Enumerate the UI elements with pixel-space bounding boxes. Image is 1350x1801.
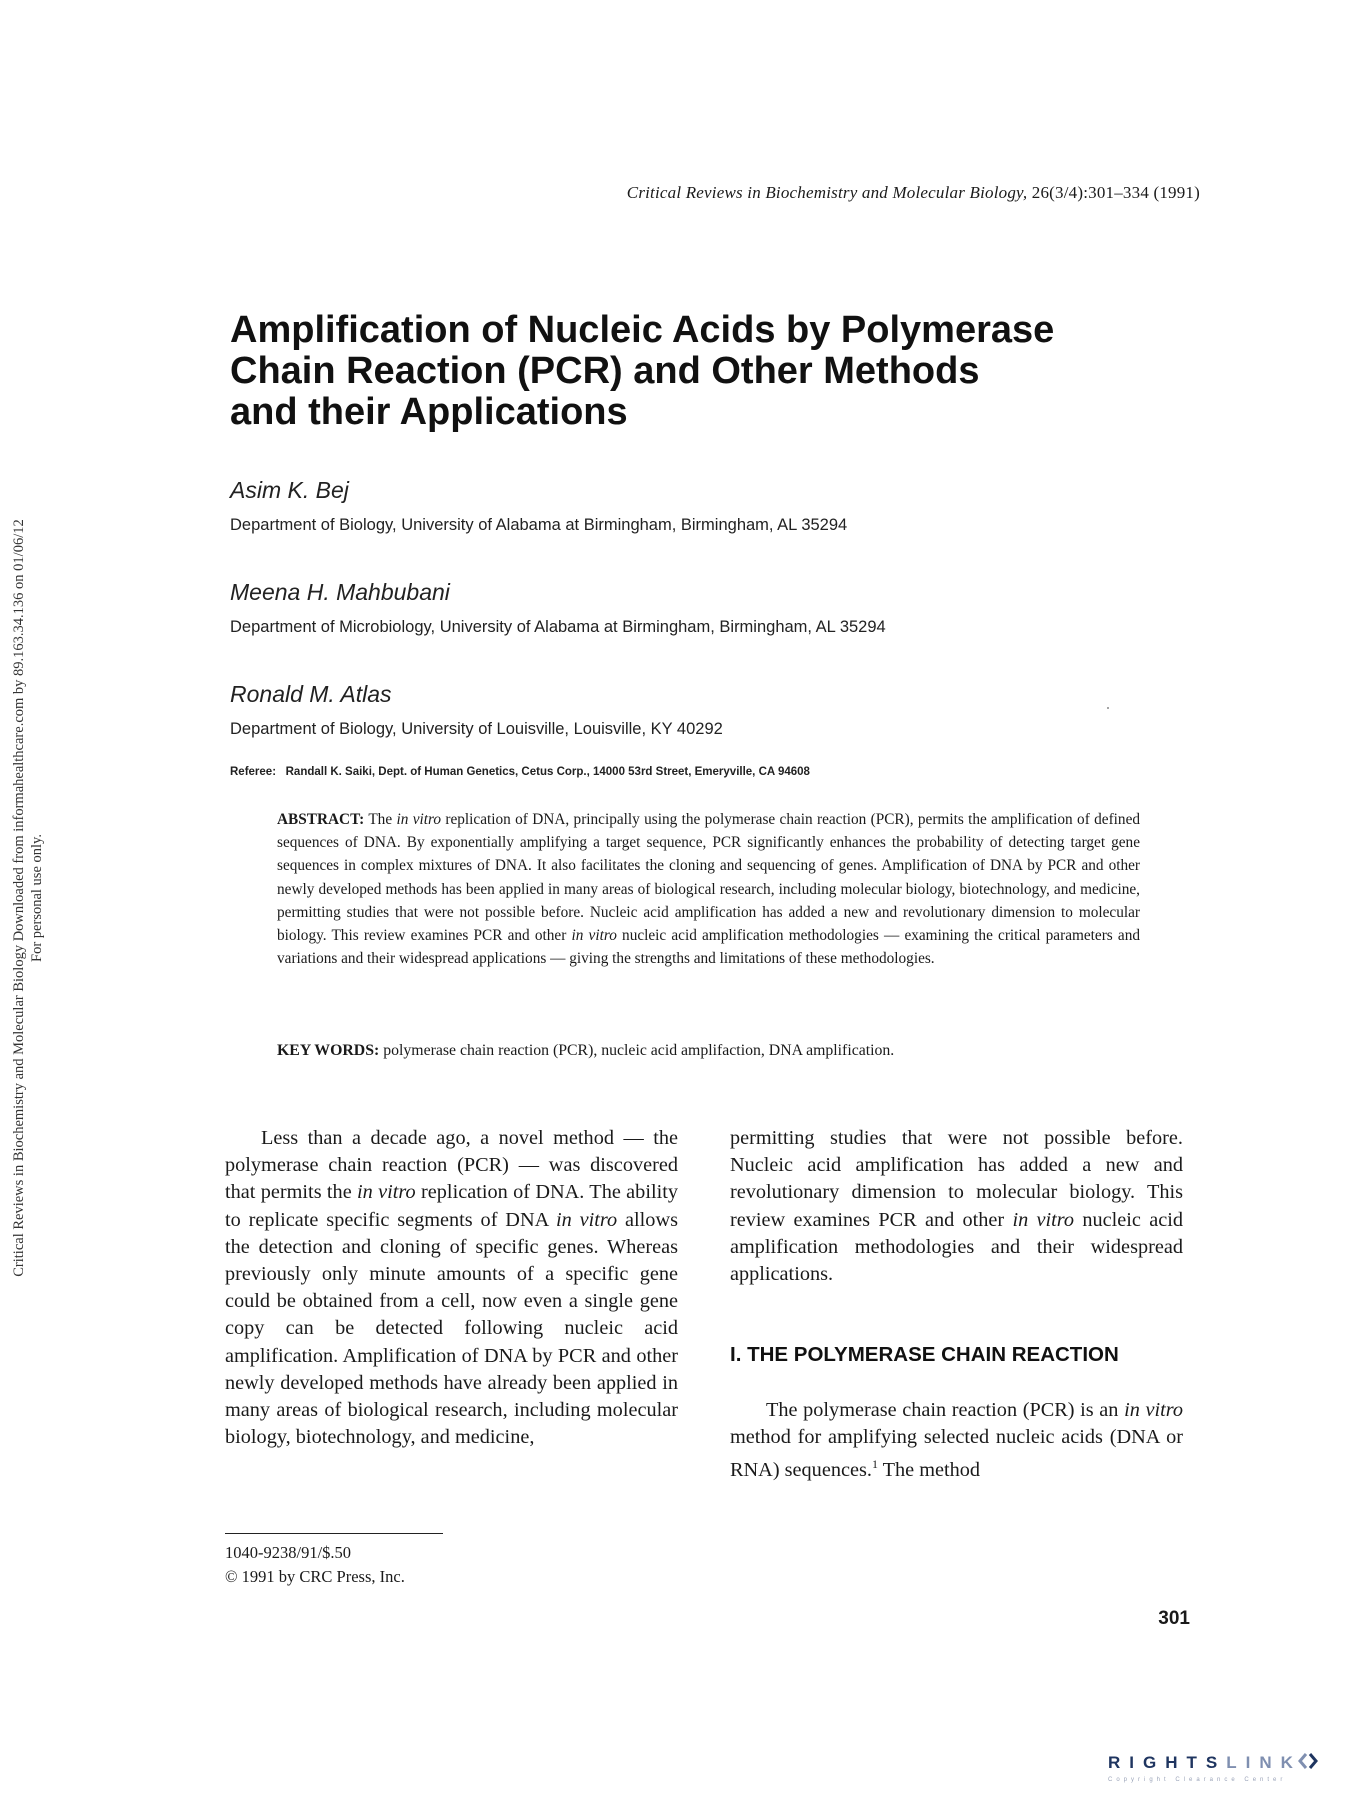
referee-line (230, 766, 810, 778)
body-text: method for amplifying selected nucleic acids (DNA or RNA) sequences. (730, 1426, 1183, 1482)
footnote-code: 1040-9238/91/$.50 (225, 1543, 352, 1562)
page-number: 301 (1158, 1608, 1190, 1629)
author-name: Asim K. Bej (230, 477, 349, 503)
section-heading: I. THE POLYMERASE CHAIN REACTION (730, 1343, 1119, 1366)
keywords-text: polymerase chain reaction (PCR), nucleic acid amplifaction, DNA amplification. (379, 1042, 895, 1059)
rightslink-link: LINK (1226, 1752, 1302, 1772)
author-affiliation: Department of Biology, University of Louisville, Louisville, KY 40292 (230, 720, 723, 738)
abstract (277, 808, 1140, 970)
body-text: allows the detection and cloning of specific genes. Whereas previously only minute amounts of a specific gene could be obtained from a cell, now even a single gene copy can be detected following nucleic acid amplification. Amplification of DNA by PCR and other newly developed methods have already been applied in many areas of biological research, including molecular biology, biotechnology, and medicine, (225, 1208, 678, 1449)
body-text: The polymerase chain reaction (PCR) is an (766, 1399, 1125, 1421)
journal-citation: 26(3/4):301–334 (1991) (1031, 183, 1200, 202)
watermark-line-2: For personal use only. (29, 834, 45, 962)
title-line-1: Amplification of Nucleic Acids by Polymerase (230, 309, 1055, 351)
journal-name: Critical Reviews in Biochemistry and Molecular Biology, (626, 183, 1028, 202)
keywords-label: KEY WORDS: (277, 1042, 380, 1059)
body-left-column (225, 1125, 678, 1451)
footnote-copyright: © 1991 by CRC Press, Inc. (225, 1567, 405, 1586)
body-text: The method (877, 1459, 981, 1482)
body-text: Less than a decade ago, a novel method — the polymerase chain reaction (PCR) — was discovered that permits the (225, 1127, 678, 1204)
title-line-2: Chain Reaction (PCR) and Other Methods (230, 350, 980, 392)
keywords (277, 1042, 1140, 1060)
abstract-text: replication of DNA, principally using the polymerase chain reaction (PCR), permits the amplification of defined sequences of DNA. By exponentially amplifying a target sequence, PCR significantly enhances the probability of detecting target gene sequences in complex mixtures of DNA. It also facilitates the cloning and sequencing of genes. Amplification of DNA by PCR and other newly developed methods has been applied in many areas of biological research, including molecular biology, biotechnology, and medicine, permitting studies that were not possible before. Nucleic acid amplification has added a new and revolutionary dimension to molecular biology. This review examines PCR and other (277, 811, 1141, 945)
section-paragraph (730, 1397, 1183, 1484)
rightslink-subtitle: Copyright Clearance Center (1108, 1777, 1287, 1783)
abstract-text: The (364, 811, 397, 828)
body-italic: in vitro (1012, 1208, 1075, 1231)
body-text: permitting studies that were not possible before. Nucleic acid amplification has added a new and revolutionary dimension to molecular biology. This review examines PCR and other (730, 1127, 1183, 1231)
abstract-italic: in vitro (571, 927, 617, 945)
author-name: Ronald M. Atlas (230, 681, 392, 707)
footnote-rule (225, 1533, 443, 1534)
scan-speck (1107, 707, 1109, 709)
rightslink-arrows-icon (1298, 1752, 1318, 1775)
watermark-line-1: Critical Reviews in Biochemistry and Molecular Biology Downloaded from informahealthcare.com by 89.163.34.136 on 01/06/12 (11, 519, 27, 1277)
body-right-column (730, 1125, 1183, 1288)
body-text: replication of DNA. The ability to replicate specific segments of DNA (225, 1181, 678, 1231)
author-name: Meena H. Mahbubani (230, 579, 450, 605)
author-affiliation: Department of Biology, University of Alabama at Birmingham, Birmingham, AL 35294 (230, 516, 848, 534)
abstract-italic: in vitro (396, 811, 442, 828)
body-text: nucleic acid amplification methodologies and their widespread applications. (730, 1208, 1183, 1286)
body-italic: in vitro (357, 1181, 416, 1204)
body-italic: in vitro (1124, 1399, 1184, 1421)
abstract-text: nucleic acid amplification methodologies — examining the critical parameters and variations and their widespread applications — giving the strengths and limitations of these methodologies. (277, 927, 1141, 968)
referee-text: Randall K. Saiki, Dept. of Human Genetics, Cetus Corp., 14000 53rd Street, Emeryville, CA 94608 (285, 766, 810, 778)
reference-marker: 1 (871, 1457, 878, 1472)
rightslink-logo[interactable] (1108, 1752, 1348, 1796)
rightslink-wordmark (1108, 1752, 1348, 1775)
abstract-label: ABSTRACT: (277, 811, 365, 828)
journal-header (300, 183, 1200, 203)
title-line-3: and their Applications (230, 391, 628, 433)
author-affiliation: Department of Microbiology, University of Alabama at Birmingham, Birmingham, AL 35294 (230, 618, 886, 636)
paper-title (230, 310, 1130, 433)
referee-label: Referee: (230, 766, 277, 778)
download-watermark (10, 448, 54, 1348)
rightslink-rights: RIGHTS (1108, 1752, 1227, 1772)
body-italic: in vitro (555, 1208, 618, 1231)
